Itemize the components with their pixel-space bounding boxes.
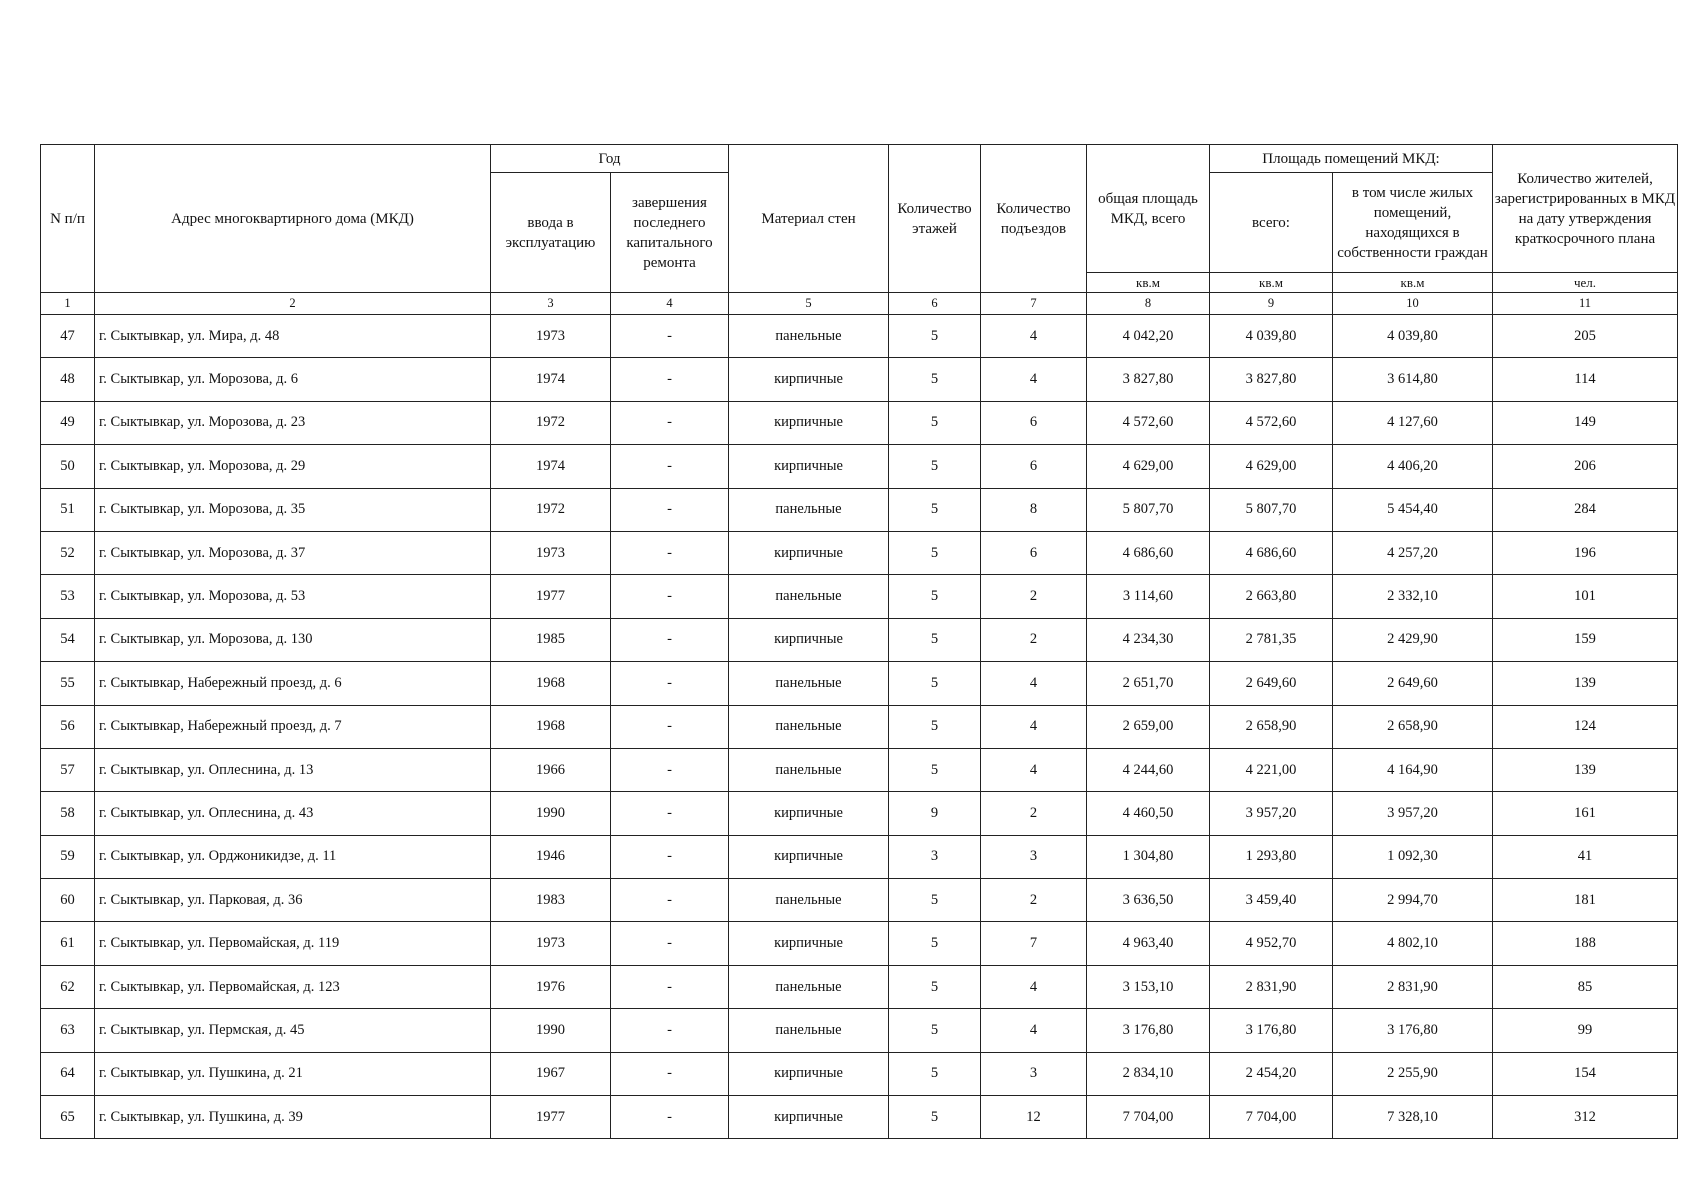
cell-year-commission: 1967: [491, 1052, 611, 1095]
table-row: [41, 879, 1678, 922]
cell-entrances: 6: [981, 531, 1087, 574]
cell-floors: 3: [889, 835, 981, 878]
cell-area-private: 4 164,90: [1333, 748, 1493, 791]
cell-num: 59: [41, 835, 95, 878]
cell-entrances: 4: [981, 662, 1087, 705]
cell-entrances: 3: [981, 835, 1087, 878]
cell-year-repair: -: [611, 662, 729, 705]
cell-year-repair: -: [611, 575, 729, 618]
cell-num: 58: [41, 792, 95, 835]
cell-area-all: 2 781,35: [1210, 618, 1333, 661]
cell-area-all: 2 831,90: [1210, 965, 1333, 1008]
cell-year-repair: -: [611, 1096, 729, 1139]
cell-address: г. Сыктывкар, ул. Первомайская, д. 123: [95, 965, 491, 1008]
cell-total-area: 7 704,00: [1087, 1096, 1210, 1139]
cell-residents: 205: [1493, 315, 1678, 358]
cell-year-commission: 1977: [491, 1096, 611, 1139]
table-header: [41, 145, 1678, 315]
cell-wall-material: кирпичные: [729, 531, 889, 574]
cell-area-all: 4 629,00: [1210, 445, 1333, 488]
cell-num: 47: [41, 315, 95, 358]
table-row: [41, 575, 1678, 618]
header-entrances: Количество подъездов: [981, 145, 1087, 293]
cell-address: г. Сыктывкар, ул. Оплеснина, д. 13: [95, 748, 491, 791]
cell-total-area: 3 153,10: [1087, 965, 1210, 1008]
cell-num: 51: [41, 488, 95, 531]
cell-year-commission: 1968: [491, 705, 611, 748]
cell-address: г. Сыктывкар, ул. Морозова, д. 23: [95, 401, 491, 444]
cell-year-commission: 1985: [491, 618, 611, 661]
cell-area-private: 4 127,60: [1333, 401, 1493, 444]
cell-address: г. Сыктывкар, ул. Морозова, д. 37: [95, 531, 491, 574]
cell-year-repair: -: [611, 965, 729, 1008]
cell-floors: 5: [889, 705, 981, 748]
column-index-11: 11: [1493, 293, 1678, 315]
cell-floors: 5: [889, 1052, 981, 1095]
cell-address: г. Сыктывкар, ул. Оплеснина, д. 43: [95, 792, 491, 835]
cell-total-area: 1 304,80: [1087, 835, 1210, 878]
column-index-2: 2: [95, 293, 491, 315]
cell-total-area: 3 114,60: [1087, 575, 1210, 618]
cell-num: 49: [41, 401, 95, 444]
cell-area-private: 2 255,90: [1333, 1052, 1493, 1095]
cell-entrances: 2: [981, 575, 1087, 618]
cell-residents: 154: [1493, 1052, 1678, 1095]
cell-wall-material: кирпичные: [729, 358, 889, 401]
cell-entrances: 4: [981, 1009, 1087, 1052]
cell-address: г. Сыктывкар, ул. Морозова, д. 35: [95, 488, 491, 531]
cell-entrances: 6: [981, 445, 1087, 488]
cell-residents: 161: [1493, 792, 1678, 835]
cell-area-all: 3 459,40: [1210, 879, 1333, 922]
cell-floors: 5: [889, 575, 981, 618]
cell-entrances: 4: [981, 705, 1087, 748]
cell-year-commission: 1966: [491, 748, 611, 791]
cell-area-all: 4 572,60: [1210, 401, 1333, 444]
cell-year-commission: 1973: [491, 315, 611, 358]
cell-wall-material: кирпичные: [729, 835, 889, 878]
header-address: Адрес многоквартирного дома (МКД): [95, 145, 491, 293]
cell-residents: 159: [1493, 618, 1678, 661]
column-index-row: [41, 293, 1678, 315]
cell-total-area: 4 460,50: [1087, 792, 1210, 835]
cell-floors: 5: [889, 401, 981, 444]
cell-address: г. Сыктывкар, ул. Морозова, д. 6: [95, 358, 491, 401]
cell-wall-material: панельные: [729, 662, 889, 705]
table-row: [41, 748, 1678, 791]
cell-wall-material: панельные: [729, 879, 889, 922]
cell-num: 65: [41, 1096, 95, 1139]
cell-area-private: 7 328,10: [1333, 1096, 1493, 1139]
cell-num: 56: [41, 705, 95, 748]
cell-residents: 206: [1493, 445, 1678, 488]
cell-year-repair: -: [611, 879, 729, 922]
column-index-3: 3: [491, 293, 611, 315]
cell-address: г. Сыктывкар, ул. Пермская, д. 45: [95, 1009, 491, 1052]
cell-residents: 101: [1493, 575, 1678, 618]
cell-total-area: 4 572,60: [1087, 401, 1210, 444]
cell-entrances: 6: [981, 401, 1087, 444]
cell-year-repair: -: [611, 835, 729, 878]
table-row: [41, 1096, 1678, 1139]
table-row: [41, 401, 1678, 444]
cell-entrances: 4: [981, 965, 1087, 1008]
cell-area-all: 4 952,70: [1210, 922, 1333, 965]
cell-wall-material: кирпичные: [729, 618, 889, 661]
cell-year-commission: 1983: [491, 879, 611, 922]
cell-address: г. Сыктывкар, ул. Парковая, д. 36: [95, 879, 491, 922]
cell-floors: 5: [889, 618, 981, 661]
cell-num: 63: [41, 1009, 95, 1052]
cell-num: 52: [41, 531, 95, 574]
cell-wall-material: кирпичные: [729, 1096, 889, 1139]
cell-area-all: 4 686,60: [1210, 531, 1333, 574]
cell-year-commission: 1973: [491, 922, 611, 965]
column-index-8: 8: [1087, 293, 1210, 315]
cell-floors: 5: [889, 445, 981, 488]
cell-area-private: 3 957,20: [1333, 792, 1493, 835]
column-index-7: 7: [981, 293, 1087, 315]
cell-floors: 9: [889, 792, 981, 835]
cell-residents: 312: [1493, 1096, 1678, 1139]
cell-wall-material: панельные: [729, 748, 889, 791]
table-row: [41, 531, 1678, 574]
cell-area-all: 5 807,70: [1210, 488, 1333, 531]
cell-year-commission: 1974: [491, 358, 611, 401]
cell-year-repair: -: [611, 922, 729, 965]
cell-address: г. Сыктывкар, Набережный проезд, д. 6: [95, 662, 491, 705]
cell-floors: 5: [889, 1009, 981, 1052]
cell-year-commission: 1972: [491, 488, 611, 531]
table-row: [41, 705, 1678, 748]
cell-year-repair: -: [611, 748, 729, 791]
housing-table: [40, 144, 1678, 1139]
cell-year-commission: 1977: [491, 575, 611, 618]
cell-floors: 5: [889, 358, 981, 401]
table-body: [41, 315, 1678, 1139]
cell-entrances: 3: [981, 1052, 1087, 1095]
cell-area-all: 3 176,80: [1210, 1009, 1333, 1052]
cell-total-area: 4 244,60: [1087, 748, 1210, 791]
column-index-5: 5: [729, 293, 889, 315]
cell-num: 62: [41, 965, 95, 1008]
table-row: [41, 1052, 1678, 1095]
cell-area-all: 2 658,90: [1210, 705, 1333, 748]
header-area-group: Площадь помещений МКД:: [1210, 145, 1493, 173]
cell-area-private: 5 454,40: [1333, 488, 1493, 531]
cell-residents: 139: [1493, 662, 1678, 705]
unit-area-private: кв.м: [1333, 273, 1493, 293]
cell-total-area: 5 807,70: [1087, 488, 1210, 531]
cell-area-private: 4 257,20: [1333, 531, 1493, 574]
header-wall-material: Материал стен: [729, 145, 889, 293]
cell-residents: 149: [1493, 401, 1678, 444]
cell-residents: 124: [1493, 705, 1678, 748]
cell-year-commission: 1973: [491, 531, 611, 574]
cell-address: г. Сыктывкар, ул. Орджоникидзе, д. 11: [95, 835, 491, 878]
cell-year-commission: 1990: [491, 792, 611, 835]
table-row: [41, 662, 1678, 705]
cell-total-area: 3 176,80: [1087, 1009, 1210, 1052]
cell-area-all: 4 221,00: [1210, 748, 1333, 791]
cell-wall-material: панельные: [729, 965, 889, 1008]
cell-total-area: 4 686,60: [1087, 531, 1210, 574]
table-row: [41, 835, 1678, 878]
table-row: [41, 315, 1678, 358]
cell-num: 61: [41, 922, 95, 965]
header-total-area: общая площадь МКД, всего: [1087, 145, 1210, 273]
table-row: [41, 358, 1678, 401]
header-year-group: Год: [491, 145, 729, 173]
table-row: [41, 792, 1678, 835]
table-row: [41, 965, 1678, 1008]
cell-year-commission: 1946: [491, 835, 611, 878]
cell-area-all: 1 293,80: [1210, 835, 1333, 878]
cell-year-commission: 1990: [491, 1009, 611, 1052]
table-row: [41, 922, 1678, 965]
cell-area-private: 4 406,20: [1333, 445, 1493, 488]
cell-area-all: 2 663,80: [1210, 575, 1333, 618]
cell-num: 54: [41, 618, 95, 661]
column-index-10: 10: [1333, 293, 1493, 315]
cell-entrances: 2: [981, 792, 1087, 835]
header-area-all: всего:: [1210, 173, 1333, 273]
table-row: [41, 488, 1678, 531]
cell-num: 48: [41, 358, 95, 401]
cell-year-commission: 1974: [491, 445, 611, 488]
unit-total-area: кв.м: [1087, 273, 1210, 293]
cell-year-repair: -: [611, 488, 729, 531]
cell-entrances: 4: [981, 358, 1087, 401]
cell-residents: 99: [1493, 1009, 1678, 1052]
cell-year-commission: 1968: [491, 662, 611, 705]
table-row: [41, 1009, 1678, 1052]
cell-address: г. Сыктывкар, Набережный проезд, д. 7: [95, 705, 491, 748]
cell-area-private: 3 176,80: [1333, 1009, 1493, 1052]
cell-floors: 5: [889, 315, 981, 358]
unit-residents: чел.: [1493, 273, 1678, 293]
cell-residents: 41: [1493, 835, 1678, 878]
cell-area-private: 2 649,60: [1333, 662, 1493, 705]
cell-entrances: 4: [981, 315, 1087, 358]
cell-floors: 5: [889, 879, 981, 922]
cell-total-area: 4 629,00: [1087, 445, 1210, 488]
cell-entrances: 7: [981, 922, 1087, 965]
cell-total-area: 2 651,70: [1087, 662, 1210, 705]
table-row: [41, 618, 1678, 661]
cell-num: 64: [41, 1052, 95, 1095]
cell-year-repair: -: [611, 445, 729, 488]
cell-area-all: 7 704,00: [1210, 1096, 1333, 1139]
cell-floors: 5: [889, 965, 981, 1008]
cell-floors: 5: [889, 662, 981, 705]
cell-wall-material: панельные: [729, 575, 889, 618]
cell-num: 53: [41, 575, 95, 618]
header-floors: Количество этажей: [889, 145, 981, 293]
cell-year-repair: -: [611, 792, 729, 835]
cell-wall-material: кирпичные: [729, 922, 889, 965]
unit-area-all: кв.м: [1210, 273, 1333, 293]
cell-num: 55: [41, 662, 95, 705]
cell-floors: 5: [889, 531, 981, 574]
cell-wall-material: кирпичные: [729, 1052, 889, 1095]
cell-address: г. Сыктывкар, ул. Морозова, д. 53: [95, 575, 491, 618]
cell-area-all: 4 039,80: [1210, 315, 1333, 358]
cell-entrances: 2: [981, 879, 1087, 922]
cell-total-area: 4 234,30: [1087, 618, 1210, 661]
cell-area-private: 1 092,30: [1333, 835, 1493, 878]
cell-residents: 188: [1493, 922, 1678, 965]
cell-total-area: 3 636,50: [1087, 879, 1210, 922]
cell-address: г. Сыктывкар, ул. Морозова, д. 130: [95, 618, 491, 661]
cell-area-private: 2 658,90: [1333, 705, 1493, 748]
cell-area-private: 4 039,80: [1333, 315, 1493, 358]
cell-num: 60: [41, 879, 95, 922]
cell-residents: 196: [1493, 531, 1678, 574]
column-index-1: 1: [41, 293, 95, 315]
cell-wall-material: панельные: [729, 488, 889, 531]
cell-entrances: 12: [981, 1096, 1087, 1139]
cell-area-private: 2 332,10: [1333, 575, 1493, 618]
table-row: [41, 445, 1678, 488]
cell-num: 57: [41, 748, 95, 791]
cell-area-all: 3 957,20: [1210, 792, 1333, 835]
cell-year-repair: -: [611, 618, 729, 661]
cell-area-all: 3 827,80: [1210, 358, 1333, 401]
cell-year-repair: -: [611, 358, 729, 401]
header-num: N п/п: [41, 145, 95, 293]
header-residents: Количество жителей, зарегистрированных в МКД на дату утверждения краткосрочного плана: [1493, 145, 1678, 273]
cell-year-repair: -: [611, 705, 729, 748]
cell-year-repair: -: [611, 531, 729, 574]
cell-total-area: 2 659,00: [1087, 705, 1210, 748]
cell-num: 50: [41, 445, 95, 488]
cell-floors: 5: [889, 748, 981, 791]
cell-wall-material: панельные: [729, 1009, 889, 1052]
column-index-4: 4: [611, 293, 729, 315]
cell-wall-material: кирпичные: [729, 401, 889, 444]
cell-floors: 5: [889, 488, 981, 531]
cell-area-all: 2 454,20: [1210, 1052, 1333, 1095]
cell-residents: 85: [1493, 965, 1678, 1008]
cell-address: г. Сыктывкар, ул. Морозова, д. 29: [95, 445, 491, 488]
cell-area-private: 2 831,90: [1333, 965, 1493, 1008]
cell-wall-material: панельные: [729, 315, 889, 358]
header-year-repair: завершения последнего капитального ремонта: [611, 173, 729, 293]
cell-area-all: 2 649,60: [1210, 662, 1333, 705]
cell-address: г. Сыктывкар, ул. Первомайская, д. 119: [95, 922, 491, 965]
cell-total-area: 3 827,80: [1087, 358, 1210, 401]
cell-total-area: 2 834,10: [1087, 1052, 1210, 1095]
cell-residents: 139: [1493, 748, 1678, 791]
cell-area-private: 3 614,80: [1333, 358, 1493, 401]
cell-wall-material: панельные: [729, 705, 889, 748]
cell-residents: 114: [1493, 358, 1678, 401]
cell-residents: 284: [1493, 488, 1678, 531]
cell-floors: 5: [889, 1096, 981, 1139]
column-index-6: 6: [889, 293, 981, 315]
cell-wall-material: кирпичные: [729, 445, 889, 488]
cell-area-private: 2 429,90: [1333, 618, 1493, 661]
cell-address: г. Сыктывкар, ул. Пушкина, д. 21: [95, 1052, 491, 1095]
cell-address: г. Сыктывкар, ул. Мира, д. 48: [95, 315, 491, 358]
cell-entrances: 8: [981, 488, 1087, 531]
cell-residents: 181: [1493, 879, 1678, 922]
cell-year-repair: -: [611, 1009, 729, 1052]
cell-entrances: 4: [981, 748, 1087, 791]
cell-year-repair: -: [611, 1052, 729, 1095]
cell-total-area: 4 042,20: [1087, 315, 1210, 358]
cell-entrances: 2: [981, 618, 1087, 661]
cell-floors: 5: [889, 922, 981, 965]
cell-area-private: 2 994,70: [1333, 879, 1493, 922]
cell-year-commission: 1976: [491, 965, 611, 1008]
cell-year-commission: 1972: [491, 401, 611, 444]
cell-year-repair: -: [611, 401, 729, 444]
cell-year-repair: -: [611, 315, 729, 358]
cell-area-private: 4 802,10: [1333, 922, 1493, 965]
cell-wall-material: кирпичные: [729, 792, 889, 835]
header-year-commission: ввода в эксплуатацию: [491, 173, 611, 293]
header-area-private: в том числе жилых помещений, находящихся в собственности граждан: [1333, 173, 1493, 273]
cell-total-area: 4 963,40: [1087, 922, 1210, 965]
cell-address: г. Сыктывкар, ул. Пушкина, д. 39: [95, 1096, 491, 1139]
column-index-9: 9: [1210, 293, 1333, 315]
